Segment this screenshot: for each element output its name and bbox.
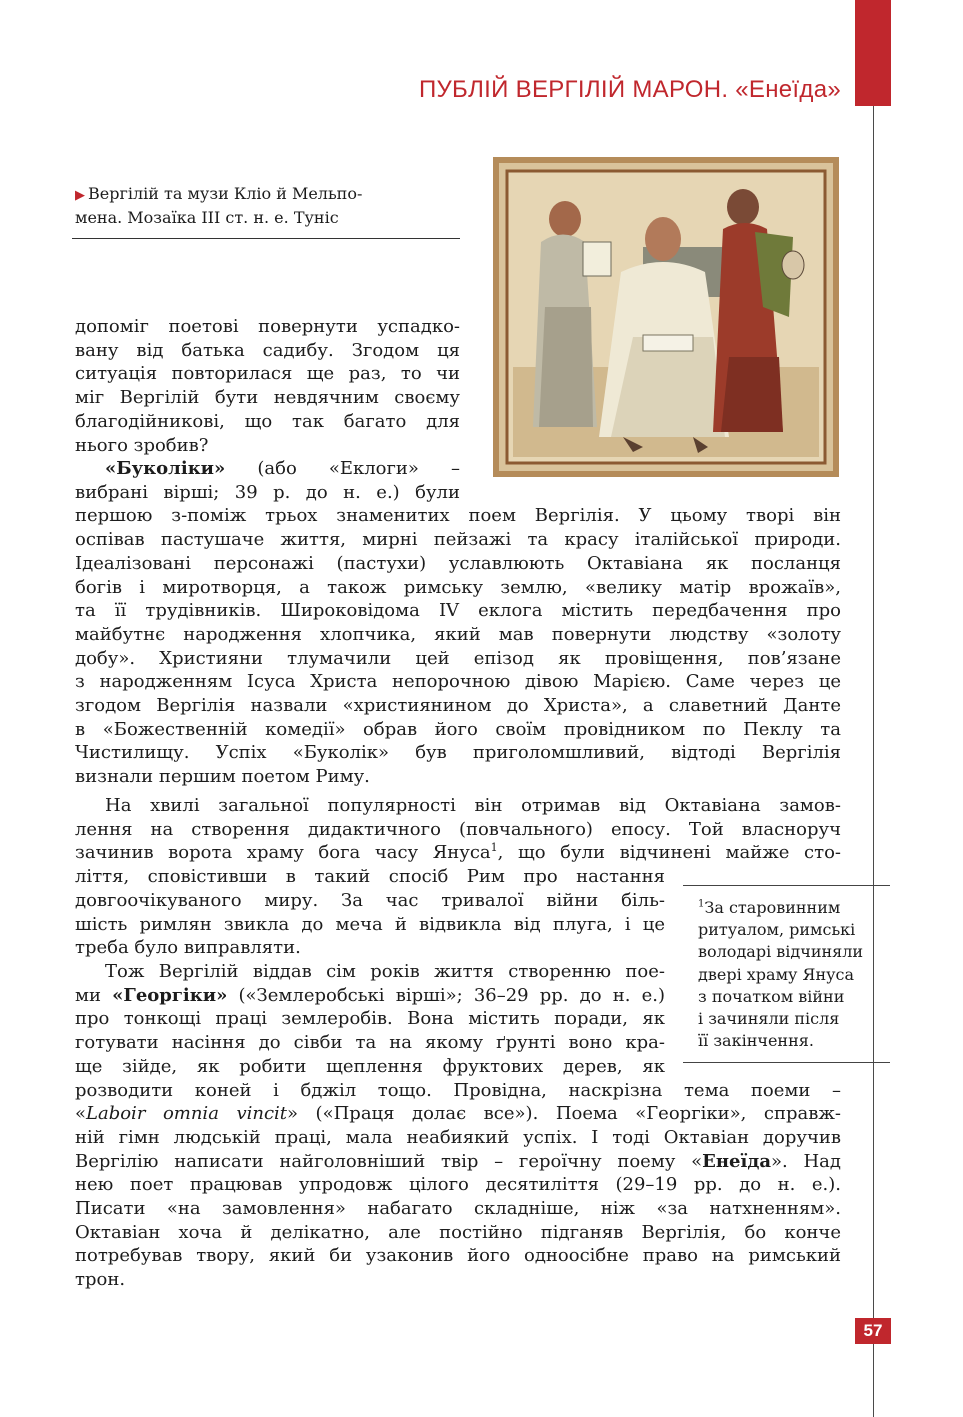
paragraph-bukoliky: «Буколіки» (або «Еклоги» – вибрані вірші; 39 р. до н. е.) були першою з-поміж трьох знаменитих поем Вергілія. У цьому творі він оспівав пастушаче життя, мирні пейзажі та красу італійської природи. Ідеалізовані персонажі (пастухи) уславлюють Октавіана як посланця богів і миротворця, а також римську землю, «велику матір врожаїв», та її трудівників. Широковідома IV еклога містить передбачення про майбутнє народження хлопчика, який мав повернути людству «золоту добу». Християни тлумачили цей епізод як провіщення, пов’язане з народженням Ісуса Христа непорочною дівою Марією. Саме через це згодом Вергілія назвали «християнином до Христа», а славетний Данте в «Божественній комедії» обрав його своїм провідником по Пеклу та Чистилищу. Успіх «Буколік» був приголомшливий, відтоді Вергілія визнали першим поетом Риму. — [75, 458, 841, 788]
margin-rule — [873, 106, 874, 1417]
footnote: $^1$За старовинним ритуалом, римські володарі відчиняли двері храму Януса з початком війни і зачиняли після її закінчення. — [698, 898, 864, 1051]
page-number: 57 — [855, 1318, 891, 1344]
header-accent-tab — [855, 0, 891, 106]
mosaic-image — [493, 157, 839, 477]
paragraph-octavian: На хвилі загальної популярності він отримав від Октавіана замов- лення на створення дидактичного (повчального) епосу. Той власноруч зачинив ворота храму бога часу Януса$^1$, що були відчинені майже сто- ліття, сповістивши в такий спосіб Рим про настання довгоочікуваного миру. За час тривалої війни біль- шість римлян звикла до меча й відвикла від плуга, і це треба було виправляти. — [75, 795, 841, 959]
page-header-title: ПУБЛІЙ ВЕРГІЛІЙ МАРОН. «Енеїда» — [418, 76, 841, 103]
term-bukoliky: «Буколіки» — [105, 458, 226, 479]
latin-motto: Laboir omnia vincit — [86, 1103, 288, 1125]
footnote-ref: 1 — [490, 841, 498, 855]
term-eneida: Енеїда — [702, 1150, 772, 1172]
caption-divider — [72, 238, 460, 239]
footnote-number: 1 — [698, 898, 705, 910]
caption-marker-icon: ▶ — [75, 188, 85, 203]
term-georgiky: «Георгіки» — [112, 984, 228, 1006]
paragraph-1: допоміг поетові повернути успадко- вану від батька садибу. Згодом ця ситуація повторилася ще раз, то чи міг Вергілій бути невдячним своєму благодійникові, що так багато для нього зробив? — [75, 316, 460, 456]
figure-caption: ▶ Вергілій та музи Кліо й Мельпо- мена. Мозаїка ІІІ ст. н. е. Туніс — [75, 184, 363, 227]
paragraph-georgiky: Тож Вергілій віддав сім років життя створенню пое- ми «Георгіки» («Землеробські вірші»; 36–29 рр. до н. е.) про тонкощі праці землеробів. Вона містить поради, як готувати насіння до сівби та на якому ґрунті воно кра- ще зійде, як робити щеплення фруктових дерев, як розводити коней і бджіл тощо. Провідна, наскрізна тема поеми – «Laboir omnia vincit» («Праця долає все»). Поема «Георгіки», справж- ній гімн людській праці, мала неабиякий успіх. І тоді Октавіан доручив Вергілію написати найголовніший твір – героїчну поему «Енеїда». Над нею поет працював упродовж цілого десятиліття (29–19 рр. до н. е.). Писати «на замовлення» набагато складніше, ніж «за натхненням». Октавіан хоча й делікатно, але постійно підганяв Вергілія, бо конче потребував твору, який би узаконив його одноосібне право на римський трон. — [75, 961, 842, 1291]
